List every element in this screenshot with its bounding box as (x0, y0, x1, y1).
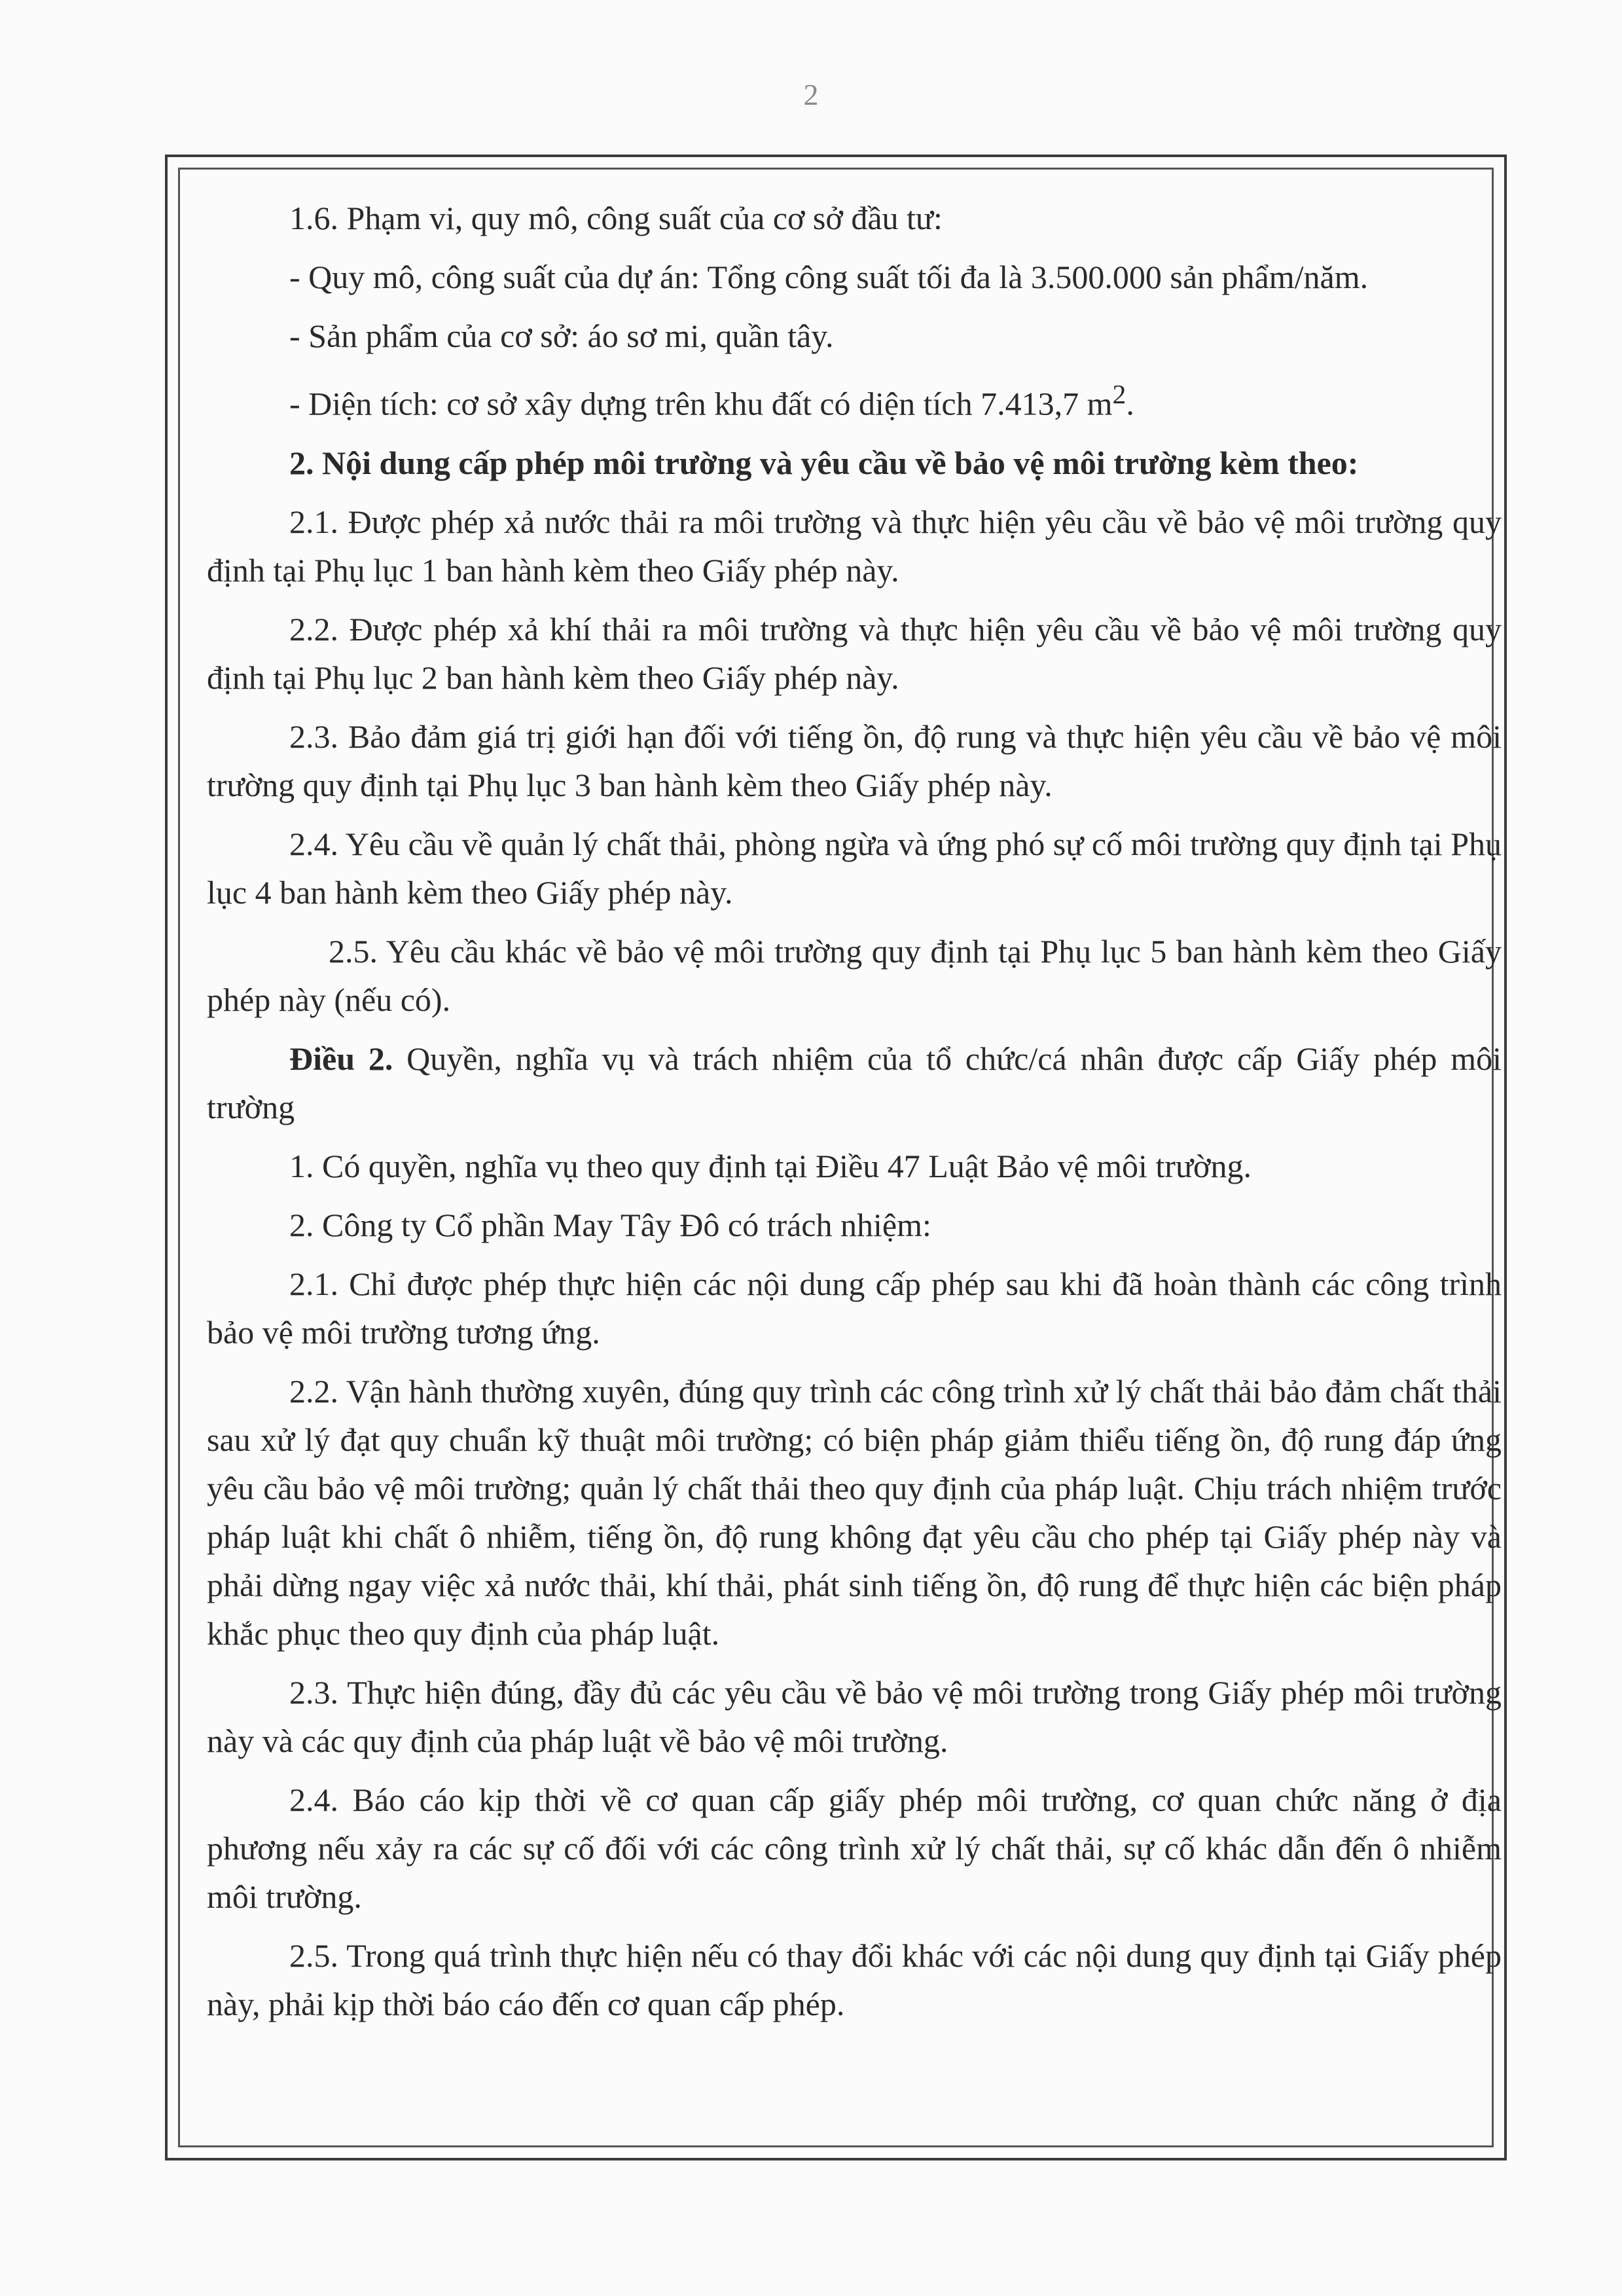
area-paragraph (207, 371, 1502, 428)
capacity-paragraph: - Quy mô, công suất của dự án: Tổng công suất tối đa là 3.500.000 sản phẩm/năm. (289, 259, 1369, 295)
article-2-label: Điều 2. (289, 1040, 393, 1077)
section-2-item: 2.1. Được phép xả nước thải ra môi trường và thực hiện yêu cầu về bảo vệ môi trường quy định tại Phụ lục 1 ban hành kèm theo Giấy phép này. (207, 503, 1502, 589)
area-superscript: 2 (1112, 380, 1126, 410)
section-1-6-heading: 1.6. Phạm vi, quy mô, công suất của cơ sở đầu tư: (289, 200, 943, 236)
section-2-item: 2.3. Bảo đảm giá trị giới hạn đối với tiếng ồn, độ rung và thực hiện yêu cầu về bảo vệ môi trường quy định tại Phụ lục 3 ban hành kèm theo Giấy phép này. (207, 718, 1502, 803)
section-2-heading: 2. Nội dung cấp phép môi trường và yêu cầu về bảo vệ môi trường kèm theo: (289, 444, 1359, 481)
section-2-item: 2.5. Yêu cầu khác về bảo vệ môi trường quy định tại Phụ lục 5 ban hành kèm theo Giấy phép này (nếu có). (207, 932, 1502, 1018)
document-body (207, 194, 1502, 2039)
article-2-heading (207, 1034, 1502, 1131)
area-suffix: . (1126, 385, 1134, 422)
section-2-item: 2.2. Được phép xả khí thải ra môi trường và thực hiện yêu cầu về bảo vệ môi trường quy định tại Phụ lục 2 ban hành kèm theo Giấy phép này. (207, 610, 1502, 696)
article-2-item: 2.2. Vận hành thường xuyên, đúng quy trình các công trình xử lý chất thải bảo đảm chất thải sau xử lý đạt quy chuẩn kỹ thuật môi trường; có biện pháp giảm thiểu tiếng ồn, độ rung đáp ứng yêu cầu bảo vệ môi trường; quản lý chất thải theo quy định của pháp luật. Chịu trách nhiệm trước pháp luật khi chất ô nhiễm, tiếng ồn, độ rung không đạt yêu cầu cho phép tại Giấy phép này và phải dừng ngay việc xả nước thải, khí thải, phát sinh tiếng ồn, độ rung để thực hiện các biện pháp khắc phục theo quy định của pháp luật. (207, 1372, 1502, 1652)
article-2-title: Quyền, nghĩa vụ và trách nhiệm của tổ chức/cá nhân được cấp Giấy phép môi trường (207, 1040, 1502, 1125)
article-2-item: 2.1. Chỉ được phép thực hiện các nội dung cấp phép sau khi đã hoàn thành các công trình bảo vệ môi trường tương ứng. (207, 1265, 1502, 1351)
area-text: - Diện tích: cơ sở xây dựng trên khu đất có diện tích 7.413,7 m (289, 385, 1113, 422)
products-paragraph: - Sản phẩm của cơ sở: áo sơ mi, quần tây. (289, 318, 834, 354)
section-2-item: 2.4. Yêu cầu về quản lý chất thải, phòng ngừa và ứng phó sự cố môi trường quy định tại Phụ lục 4 ban hành kèm theo Giấy phép này. (207, 825, 1502, 911)
article-2-point-2: 2. Công ty Cổ phần May Tây Đô có trách nhiệm: (289, 1206, 931, 1243)
article-2-point-1: 1. Có quyền, nghĩa vụ theo quy định tại Điều 47 Luật Bảo vệ môi trường. (289, 1147, 1252, 1184)
article-2-item: 2.4. Báo cáo kịp thời về cơ quan cấp giấy phép môi trường, cơ quan chức năng ở địa phương nếu xảy ra các sự cố đối với các công trình xử lý chất thải, sự cố khác dẫn đến ô nhiễm môi trường. (207, 1781, 1502, 1915)
page-number: 2 (803, 78, 819, 111)
article-2-item: 2.3. Thực hiện đúng, đầy đủ các yêu cầu về bảo vệ môi trường trong Giấy phép môi trường này và các quy định của pháp luật về bảo vệ môi trường. (207, 1673, 1502, 1759)
article-2-item: 2.5. Trong quá trình thực hiện nếu có thay đổi khác với các nội dung quy định tại Giấy phép này, phải kịp thời báo cáo đến cơ quan cấp phép. (207, 1937, 1502, 2022)
